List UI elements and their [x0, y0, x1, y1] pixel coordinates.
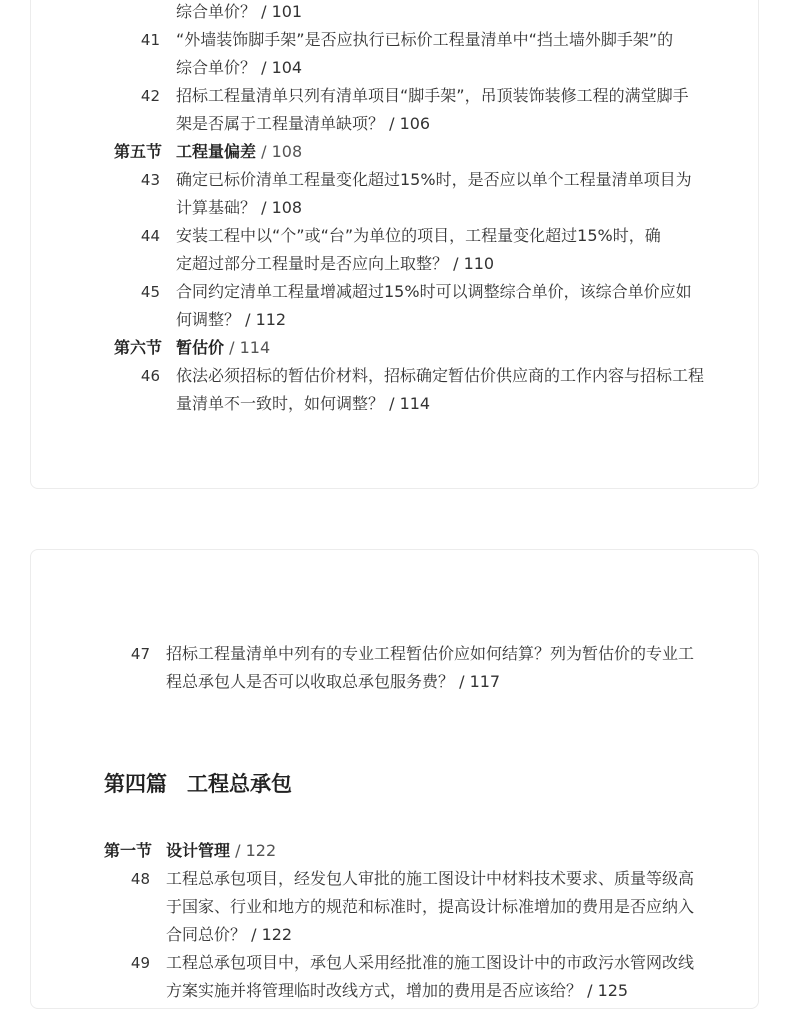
entry-number: 46	[140, 367, 160, 385]
toc-text: 确定已标价清单工程量变化超过15%时，是否应以单个工程量清单项目为	[176, 170, 692, 189]
page-ref: / 122	[230, 841, 277, 860]
entry-number: 42	[140, 87, 160, 105]
entry-number: 43	[140, 171, 160, 189]
entry-number: 47	[130, 645, 150, 663]
part-label: 第四篇	[104, 772, 167, 796]
section-label: 第一节	[104, 841, 153, 860]
toc-text: 综合单价？ / 101	[176, 2, 303, 21]
section-heading	[176, 138, 302, 166]
toc-text: 量清单不一致时，如何调整？ / 114	[176, 394, 431, 413]
entry-number: 49	[130, 954, 150, 972]
toc-text: 于国家、行业和地方的规范和标准时，提高设计标准增加的费用是否应纳入	[166, 897, 695, 916]
toc-text: 招标工程量清单中列有的专业工程暂估价应如何结算？列为暂估价的专业工	[166, 644, 695, 663]
toc-text: 工程总承包项目，经发包人审批的施工图设计中材料技术要求、质量等级高	[166, 869, 695, 888]
toc-text: 招标工程量清单只列有清单项目“脚手架”，吊顶装饰装修工程的满堂脚手	[176, 86, 689, 105]
section-label: 第五节	[114, 142, 163, 161]
toc-text: 计算基础？ / 108	[176, 198, 303, 217]
toc-text: 程总承包人是否可以收取总承包服务费？ / 117	[166, 672, 501, 691]
part-heading	[104, 768, 292, 800]
section-title: 暂估价	[176, 338, 225, 357]
toc-text: 合同约定清单工程量增减超过15%时可以调整综合单价，该综合单价应如	[176, 282, 692, 301]
section-label: 第六节	[114, 338, 163, 357]
entry-number: 45	[140, 283, 160, 301]
toc-text: 工程总承包项目中，承包人采用经批准的施工图设计中的市政污水管网改线	[166, 953, 695, 972]
toc-text: 安装工程中以“个”或“台”为单位的项目，工程量变化超过15%时，确	[176, 226, 661, 245]
section-title: 设计管理	[166, 841, 231, 860]
part-title: 工程总承包	[187, 772, 292, 796]
page-ref: / 108	[256, 142, 303, 161]
toc-text: “外墙装饰脚手架”是否应执行已标价工程量清单中“挡土墙外脚手架”的	[176, 30, 674, 49]
entry-number: 41	[140, 31, 160, 49]
section-heading	[166, 837, 276, 865]
toc-text: 依法必须招标的暂估价材料，招标确定暂估价供应商的工作内容与招标工程	[176, 366, 705, 385]
section-heading	[176, 334, 270, 362]
toc-text: 何调整？ / 112	[176, 310, 287, 329]
page-ref: / 114	[224, 338, 271, 357]
entry-number: 44	[140, 227, 160, 245]
toc-text: 方案实施并将管理临时改线方式，增加的费用是否应该给？ / 125	[166, 981, 629, 1000]
entry-number: 48	[130, 870, 150, 888]
toc-text: 综合单价？ / 104	[176, 58, 303, 77]
section-title: 工程量偏差	[176, 142, 257, 161]
toc-text: 定超过部分工程量时是否应向上取整？ / 110	[176, 254, 495, 273]
toc-text: 架是否属于工程量清单缺项？ / 106	[176, 114, 431, 133]
toc-text: 合同总价？ / 122	[166, 925, 293, 944]
